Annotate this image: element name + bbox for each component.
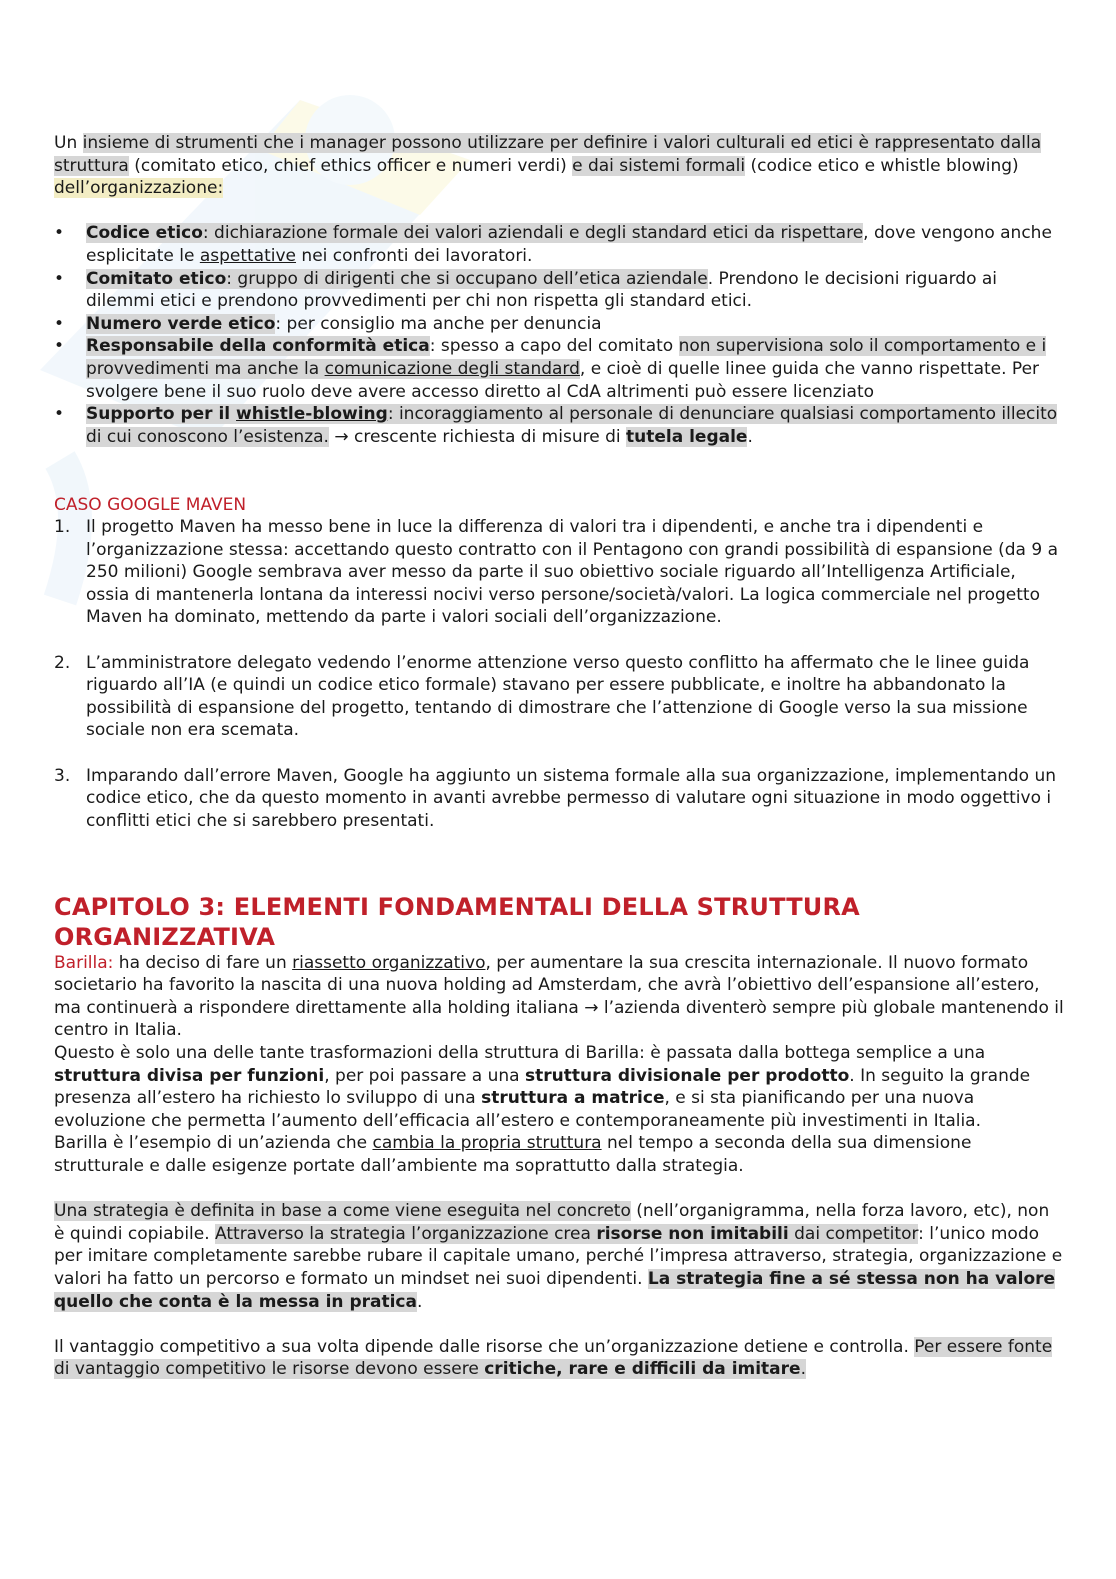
list-item: • Supporto per il whistle-blowing: incoraggiamento al personale di denunciare qualsiasi comportamento illecito di cui conoscono l’esistenza. → crescente richiesta di misure di tutela legale. <box>54 403 1064 448</box>
list-item: • Numero verde etico: per consiglio ma anche per denuncia <box>54 313 1064 336</box>
list-item: 3. Imparando dall’errore Maven, Google ha aggiunto un sistema formale alla sua organizzazione, implementando un codice etico, che da questo momento in avanti avrebbe permesso di valutare ogni situazione in modo oggettivo i conflitti etici che si sarebbero presentati. <box>54 765 1057 831</box>
document-page <box>54 132 1064 1381</box>
list-item: 1. Il progetto Maven ha messo bene in luce la differenza di valori tra i dipendenti, e anche tra i dipendenti e l’organizzazione stessa: accettando questo contratto con il Pentagono con grandi possibilità di espansione (da 9 a 250 milioni) Google sembrava aver messo da parte il suo obiettivo sociale riguardo all’Intelligenza Artificiale, ossia di mantenerla lontana da interessi nocivi verso persone/società/valori. La logica commerciale nel progetto Maven ha dominato, mettendo da parte i valori sociali dell’organizzazione. <box>54 517 1059 628</box>
list-item: • Comitato etico: gruppo di dirigenti che si occupano dell’etica aziendale. Prendono le decisioni riguardo ai dilemmi etici e prendono provvedimenti per chi non rispetta gli standard etici. <box>54 268 1064 313</box>
strategy-paragraph: Una strategia è definita in base a come viene eseguita nel concreto (nell’organigramma, nella forza lavoro, etc), non è quindi copiabile. Attraverso la strategia l’organizzazione crea risorse non imitabili dai competitor: l’unico modo per imitare completamente sarebbe rubare il capitale umano, perché l’impresa attraverso, strategia, organizzazione e valori ha fatto un percorso e formato un mindset nei suoi dipendenti. La strategia fine a sé stessa non ha valore quello che conta è la messa in pratica. <box>54 1201 1063 1312</box>
list-item: • Codice etico: dichiarazione formale dei valori aziendali e degli standard etici da rispettare, dove vengono anche esplicitate le aspettative nei confronti dei lavoratori. <box>54 222 1064 267</box>
list-item: 2. L’amministratore delegato vedendo l’enorme attenzione verso questo conflitto ha affermato che le linee guida riguardo all’IA (e quindi un codice etico formale) stavano per essere pubblicate, e inoltre ha abbandonato la possibilità di espansione del progetto, tentando di dimostrare che l’attenzione di Google verso la sua missione sociale non era scemata. <box>54 652 1030 741</box>
list-item: • Responsabile della conformità etica: spesso a capo del comitato non supervisiona solo il comportamento e i provvedimenti ma anche la comunicazione degli standard, e cioè di quelle linee guida che vanno rispettate. Per svolgere bene il suo ruolo deve avere accesso diretto al CdA altrimenti può essere licenziato <box>54 335 1064 403</box>
case-heading: CASO GOOGLE MAVEN <box>54 494 247 515</box>
advantage-paragraph: Il vantaggio competitivo a sua volta dipende dalle risorse che un’organizzazione detiene e controlla. Per essere fonte di vantaggio competitivo le risorse devono essere critiche, rare e difficili da imitare. <box>54 1336 1053 1380</box>
arrow-right-icon: → <box>584 997 599 1018</box>
chapter-title: CAPITOLO 3: ELEMENTI FONDAMENTALI DELLA STRUTTURA ORGANIZZATIVA <box>54 892 860 951</box>
example-paragraph: Barilla è l’esempio di un’azienda che cambia la propria struttura nel tempo a seconda della sua dimensione strutturale e dalle esigenze portate dall’ambiente ma soprattutto dalla strategia. <box>54 1133 972 1176</box>
transformations-paragraph: Questo è solo una delle tante trasformazioni della struttura di Barilla: è passata dalla bottega semplice a una struttura divisa per funzioni, per poi passare a una struttura divisionale per prodotto. In seguito la grande presenza all’estero ha richiesto lo sviluppo di una struttura a matrice, e si sta pianificando per una nuova evoluzione che permetta l’aumento dell’efficacia all’estero e contemporaneamente più investimenti in Italia. <box>54 1042 1031 1131</box>
arrow-right-icon: → <box>328 426 355 447</box>
barilla-paragraph: Barilla: ha deciso di fare un riassetto organizzativo, per aumentare la sua crescita internazionale. Il nuovo formato societario ha favorito la nascita di una nuova holding ad Amsterdam, che avrà l’obiettivo dell’espansione all’estero, ma continuerà a rispondere direttamente alla holding italiana → l’azienda diventerò sempre più globale mantenendo il centro in Italia. <box>54 952 1064 1041</box>
ethics-tools-list <box>54 222 1064 448</box>
case-list <box>54 516 1064 832</box>
intro-paragraph: Un insieme di strumenti che i manager possono utilizzare per definire i valori culturali ed etici è rappresentato dalla struttura (comitato etico, chief ethics officer e numeri verdi) e dai sistemi formali (codice etico e whistle blowing) dell’organizzazione: <box>54 133 1042 199</box>
